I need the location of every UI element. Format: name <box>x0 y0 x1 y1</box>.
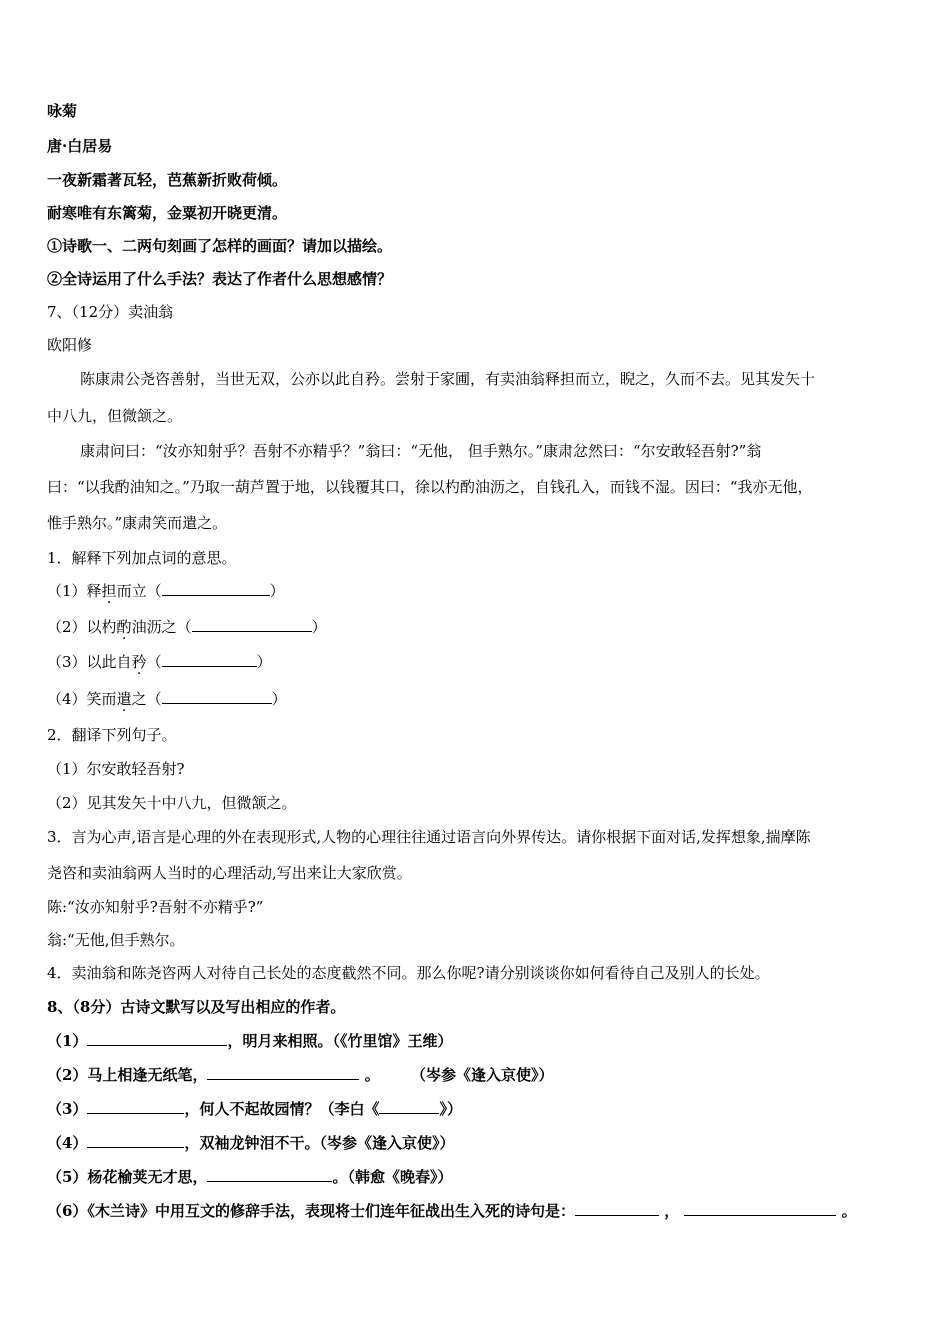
q7-heading: 7、（12分）卖油翁 <box>47 303 174 321</box>
answer-blank[interactable] <box>87 1099 184 1114</box>
q7-paragraph-2c: 惟手熟尔。”康肃笑而遣之。 <box>47 514 228 532</box>
answer-blank[interactable] <box>162 581 270 596</box>
answer-blank[interactable] <box>379 1099 439 1114</box>
q7-sub-3a: 3．言为心声,语言是心理的外在表现形式,人物的心理往往通过语言向外界传达。请你根据下面对话,发挥想象,揣摩陈 <box>47 828 811 846</box>
q7-sub-1-item-2: （2）以杓酌油沥之（ ） <box>47 618 327 636</box>
q7-sub-2-item-1: （1）尔安敢轻吾射? <box>47 760 185 778</box>
answer-blank[interactable] <box>162 652 257 667</box>
q7-sub-2-item-2: （2）见其发矢十中八九，但微颔之。 <box>47 794 297 812</box>
answer-blank[interactable] <box>684 1201 836 1216</box>
q7-sub-2: 2．翻译下列句子。 <box>47 726 177 744</box>
poem-question-2: ②全诗运用了什么手法？表达了作者什么思想感情？ <box>47 270 393 288</box>
q8-item-1: （1） ，明月来相照。（《竹里馆》王维） <box>47 1032 453 1050</box>
q7-sub-3-weng: 翁:“无他,但手熟尔。 <box>47 931 185 949</box>
q7-paragraph-1b: 中八九，但微颔之。 <box>47 407 183 425</box>
q7-author: 欧阳修 <box>47 336 93 354</box>
q8-item-3: （3） ，何人不起故园情？（李白《 》） <box>47 1100 462 1118</box>
q7-sub-3-chen: 陈:“汝亦知射乎?吾射不亦精乎?” <box>47 898 264 916</box>
answer-blank[interactable] <box>192 617 312 632</box>
q7-paragraph-2b: 曰：“以我酌油知之。”乃取一葫芦置于地，以钱覆其口，徐以杓酌油沥之，自钱孔入，而钱不湿。因曰：“我亦无他， <box>47 478 813 496</box>
q7-sub-1-item-3: （3）以此自矜（ ） <box>47 653 272 671</box>
answer-blank[interactable] <box>575 1201 659 1216</box>
poem-line-2: 耐寒唯有东篱菊，金粟初开晓更清。 <box>47 204 288 222</box>
poem-question-1: ①诗歌一、二两句刻画了怎样的画面？请加以描绘。 <box>47 237 393 255</box>
answer-blank[interactable] <box>87 1133 184 1148</box>
poem-author: 唐·白居易 <box>47 137 113 155</box>
answer-blank[interactable] <box>207 1167 332 1182</box>
answer-blank[interactable] <box>162 689 272 704</box>
q7-sub-1-item-1: （1）释担而立（ ） <box>47 582 285 600</box>
poem-title: 咏菊 <box>47 102 78 120</box>
answer-blank[interactable] <box>207 1065 359 1080</box>
q7-paragraph-2a: 康肃问曰：“汝亦知射乎？吾射不亦精乎？”翁曰：“无他， 但手熟尔。”康肃忿然曰：“尔安敢轻吾射?”翁 <box>80 442 762 460</box>
q7-sub-1: 1．解释下列加点词的意思。 <box>47 549 237 567</box>
q7-sub-1-item-4: （4）笑而遣之（ ） <box>47 690 287 708</box>
poem-line-1: 一夜新霜著瓦轻，芭蕉新折败荷倾。 <box>47 171 288 189</box>
q8-item-6: （6）《木兰诗》中用互文的修辞手法，表现将士们连年征战出生入死的诗句是： ， 。 <box>47 1202 857 1220</box>
q8-heading: 8、（8分）古诗文默写以及写出相应的作者。 <box>47 998 346 1016</box>
q7-sub-3b: 尧咨和卖油翁两人当时的心理活动,写出来让大家欣赏。 <box>47 864 412 882</box>
q8-item-4: （4） ，双袖龙钟泪不干。（岑参《逢入京使》） <box>47 1134 455 1152</box>
q7-paragraph-1a: 陈康肃公尧咨善射，当世无双，公亦以此自矜。尝射于家圃，有卖油翁释担而立，睨之，久而不去。见其发矢十 <box>80 370 816 388</box>
answer-blank[interactable] <box>87 1031 227 1046</box>
q7-sub-4: 4．卖油翁和陈尧咨两人对待自己长处的态度截然不同。那么你呢?请分别谈谈你如何看待自己及别人的长处。 <box>47 964 770 982</box>
q8-item-5: （5）杨花榆荚无才思， 。（韩愈《晚春》） <box>47 1168 453 1186</box>
q8-item-2: （2）马上相逢无纸笔， 。 （岑参《逢入京使》） <box>47 1066 554 1084</box>
